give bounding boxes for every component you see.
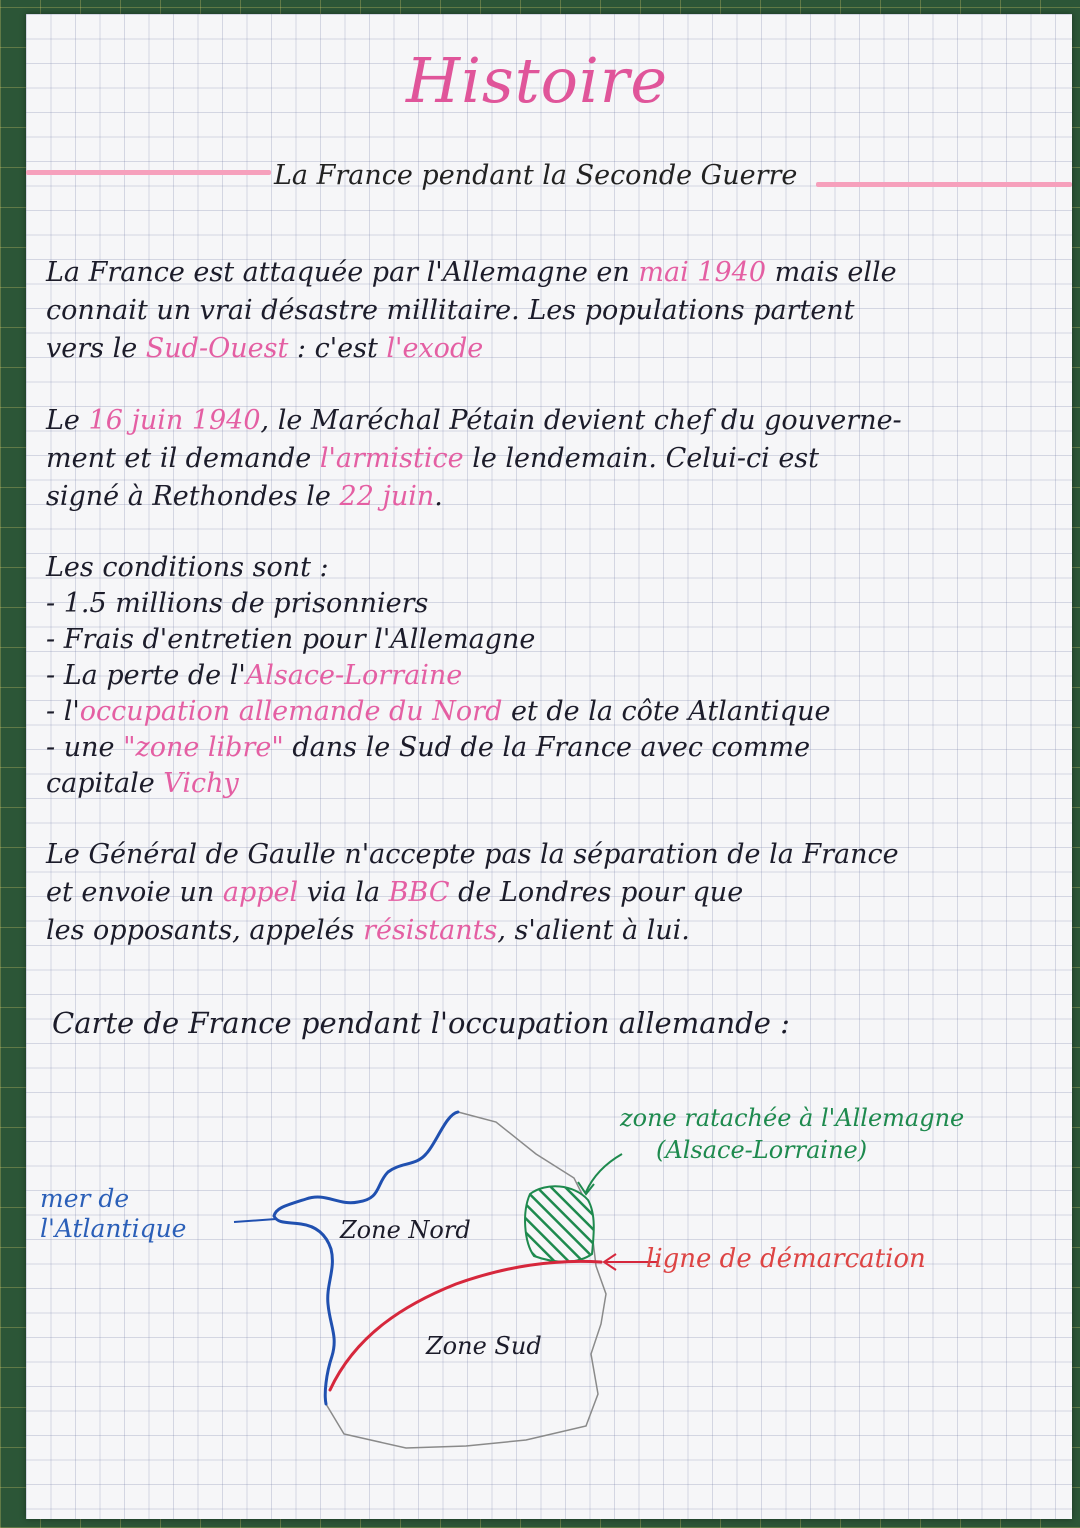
cond4-text-a: - l'	[46, 696, 80, 727]
atlantic-coastline	[274, 1112, 458, 1404]
p3-text-b: et envoie un	[46, 877, 215, 908]
condition-item-occupation	[46, 694, 1046, 730]
sea-arrow-line	[234, 1219, 276, 1222]
p2-text-b: , le Maréchal Pétain devient chef du gouverne-	[260, 405, 902, 436]
p2-date2: 22 juin	[339, 481, 435, 512]
p2-text-c: ment et il demande	[46, 443, 312, 474]
p1-line2: connait un vrai désastre millitaire. Les populations partent	[46, 295, 855, 326]
label-annexed-zone	[620, 1102, 964, 1166]
map-title: Carte de France pendant l'occupation allemande :	[52, 1006, 790, 1040]
p3-text-d: de Londres pour que	[458, 877, 744, 908]
label-zone-sud: Zone Sud	[426, 1332, 542, 1360]
condition-item-costs: - Frais d'entretien pour l'Allemagne	[46, 624, 536, 655]
cond5-free-zone: "zone libre"	[123, 732, 284, 763]
page-subtitle: La France pendant la Seconde Guerre	[274, 160, 798, 191]
p2-text-f: .	[434, 481, 443, 512]
p2-term-armistice: l'armistice	[319, 443, 464, 474]
p3-text-a: Le Général de Gaulle n'accepte pas la séparation de la France	[46, 839, 899, 870]
cond5-vichy: Vichy	[163, 768, 239, 799]
p3-term-bbc: BBC	[388, 877, 450, 908]
p1-text-d: : c'est	[296, 333, 378, 364]
p3-term-resistants: résistants	[363, 915, 498, 946]
paragraph-exode	[46, 254, 1046, 368]
p1-text-a: La France est attaquée par l'Allemagne en	[46, 257, 630, 288]
cond3-text-a: - La perte de l'	[46, 660, 246, 691]
conditions-list	[46, 550, 1046, 802]
alsace-lorraine-zone	[525, 1186, 594, 1261]
label-annexed-line2: (Alsace-Lorraine)	[656, 1136, 868, 1164]
p2-text-d: le lendemain. Celui-ci est	[472, 443, 820, 474]
label-atlantic-line2: l'Atlantique	[40, 1214, 187, 1243]
conditions-intro: Les conditions sont :	[46, 552, 329, 583]
condition-item-free-zone	[46, 730, 1046, 766]
label-atlantic	[40, 1184, 186, 1244]
label-atlantic-line1: mer de	[40, 1184, 130, 1213]
label-annexed-line1: zone ratachée à l'Allemagne	[620, 1104, 965, 1132]
condition-item-capital	[46, 766, 1046, 802]
label-demarcation-line: ligne de démarcation	[646, 1244, 926, 1274]
cond3-alsace-lorraine: Alsace-Lorraine	[245, 660, 463, 691]
p1-text-b: mais elle	[774, 257, 897, 288]
cond5-text-a: - une	[46, 732, 115, 763]
cond5-text-c: dans le Sud de la France avec comme	[292, 732, 811, 763]
title-rule-left	[26, 170, 271, 175]
cond4-occupation: occupation allemande du Nord	[79, 696, 503, 727]
condition-item-prisoners: - 1.5 millions de prisonniers	[46, 588, 429, 619]
cond5-text-d: capitale	[46, 768, 155, 799]
p1-text-c: vers le	[46, 333, 138, 364]
p2-date1: 16 juin 1940	[88, 405, 261, 436]
p3-term-appel: appel	[222, 877, 299, 908]
p3-text-e: les opposants, appelés	[46, 915, 355, 946]
p3-text-f: , s'alient à lui.	[497, 915, 690, 946]
label-zone-nord: Zone Nord	[340, 1216, 471, 1244]
notebook-page	[26, 14, 1072, 1519]
demarcation-line	[330, 1261, 601, 1390]
cond4-text-c: et de la côte Atlantique	[510, 696, 831, 727]
condition-item-alsace	[46, 658, 1046, 694]
page-title: Histoire	[406, 44, 669, 117]
p2-text-a: Le	[46, 405, 80, 436]
paragraph-armistice	[46, 402, 1046, 516]
p1-place: Sud-Ouest	[145, 333, 289, 364]
paragraph-de-gaulle	[46, 836, 1046, 950]
p1-date: mai 1940	[638, 257, 767, 288]
p3-text-c: via la	[306, 877, 381, 908]
p1-term-exode: l'exode	[386, 333, 484, 364]
title-rule-right	[816, 182, 1072, 187]
p2-text-e: signé à Rethondes le	[46, 481, 331, 512]
